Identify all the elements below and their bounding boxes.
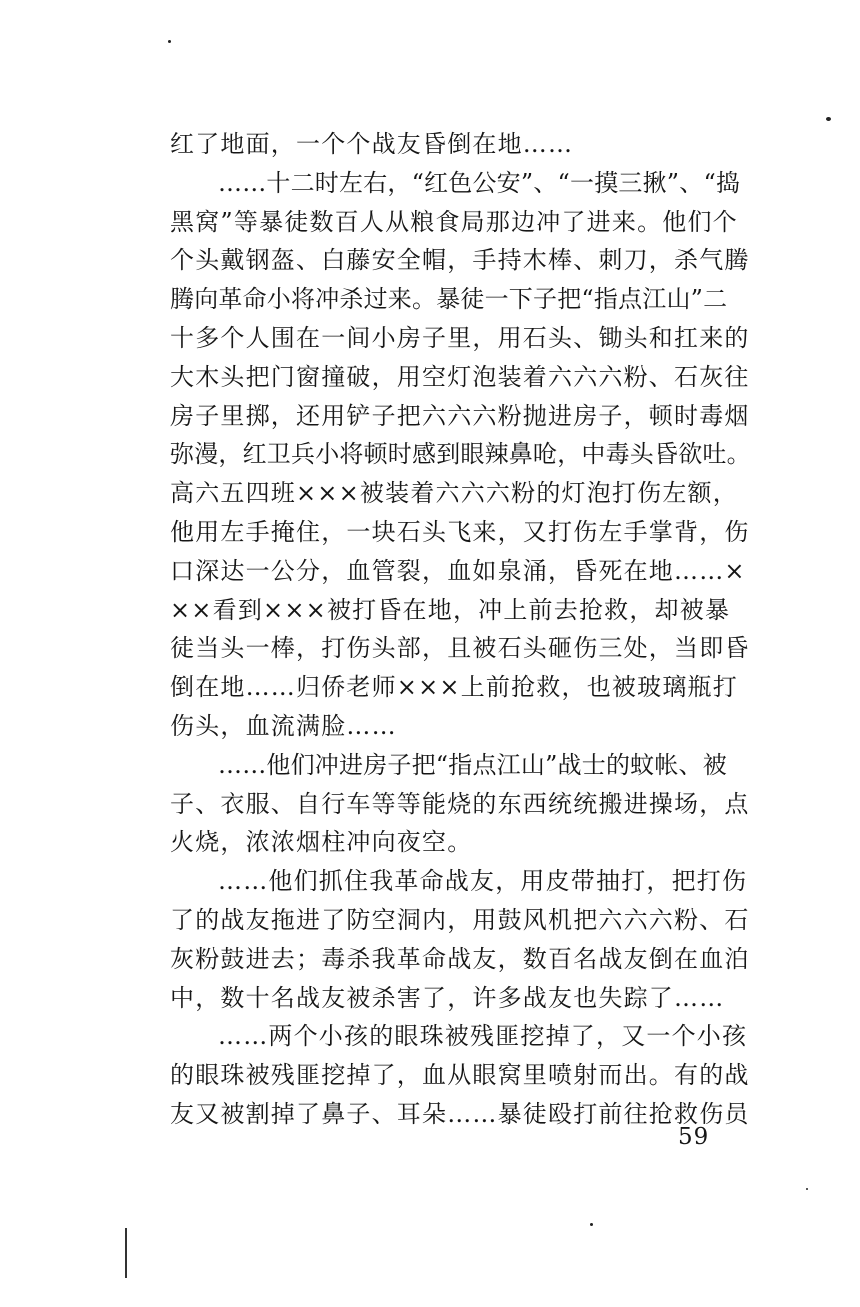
scan-speck [590, 1223, 593, 1226]
text-line: 他用左手掩住，一块石头飞来，又打伤左手掌背，伤 [170, 517, 750, 546]
text-line: 房子里掷，还用铲子把六六六粉抛进房子，顿时毒烟 [170, 401, 750, 430]
text-line: 高六五四班×××被装着六六六粉的灯泡打伤左额， [170, 479, 738, 508]
text-line: 的眼珠被残匪挖掉了，血从眼窝里喷射而出。有的战 [170, 1061, 750, 1090]
text-line: ……他们冲进房子把“指点江山”战士的蚊帐、被 [218, 750, 727, 779]
text-line: 倒在地……归侨老师×××上前抢救，也被玻璃瓶打 [170, 673, 738, 702]
text-line: ××看到×××被打昏在地，冲上前去抢救，却被暴 [170, 595, 731, 624]
scan-speck [826, 117, 831, 121]
text-line: 伤头，血流满脸…… [170, 711, 397, 740]
text-line: 灰粉鼓进去；毒杀我革命战友，数百名战友倒在血泊 [170, 944, 750, 973]
text-line: 红了地面，一个个战友昏倒在地…… [170, 130, 574, 158]
text-line: 弥漫，红卫兵小将顿时感到眼辣鼻呛，中毒头昏欲吐。 [170, 440, 751, 469]
text-line: 黑窝”等暴徒数百人从粮食局那边冲了进来。他们个 [170, 207, 738, 236]
text-line: 十多个人围在一间小房子里，用石头、锄头和扛来的 [170, 323, 750, 352]
text-line: ……两个小孩的眼珠被残匪挖掉了，又一个小孩 [218, 1022, 748, 1051]
text-line: 腾向革命小将冲杀过来。暴徒一下子把“指点江山”二 [170, 285, 728, 314]
text-line: ……他们抓住我革命战友，用皮带抽打，把打伤 [218, 867, 748, 896]
text-line: 子、衣服、自行车等等能烧的东西统统搬进操场，点 [170, 789, 750, 818]
text-line: 大木头把门窗撞破，用空灯泡装着六六六粉、石灰往 [170, 362, 750, 391]
text-line: 友又被割掉了鼻子、耳朵……暴徒殴打前往抢救伤员 [170, 1099, 750, 1128]
scan-speck [806, 1188, 808, 1190]
text-line: 中，数十名战友被杀害了，许多战友也失踪了…… [170, 983, 725, 1012]
text-line: ……十二时左右，“红色公安”、“一摸三揪”、“捣 [218, 168, 741, 197]
scan-speck [168, 40, 171, 43]
margin-rule [125, 1228, 127, 1278]
text-line: 个头戴钢盔、白藤安全帽，手持木棒、刺刀，杀气腾 [170, 246, 750, 275]
text-line: 了的战友拖进了防空洞内，用鼓风机把六六六粉、石 [170, 905, 750, 934]
body-text [170, 125, 750, 1134]
page-number: 59 [678, 1124, 710, 1150]
text-line: 口深达一公分，血管裂，血如泉涌，昏死在地……× [170, 556, 746, 585]
text-line: 徒当头一棒，打伤头部，且被石头砸伤三处，当即昏 [170, 634, 750, 663]
text-line: 火烧，浓浓烟柱冲向夜空。 [170, 828, 473, 857]
